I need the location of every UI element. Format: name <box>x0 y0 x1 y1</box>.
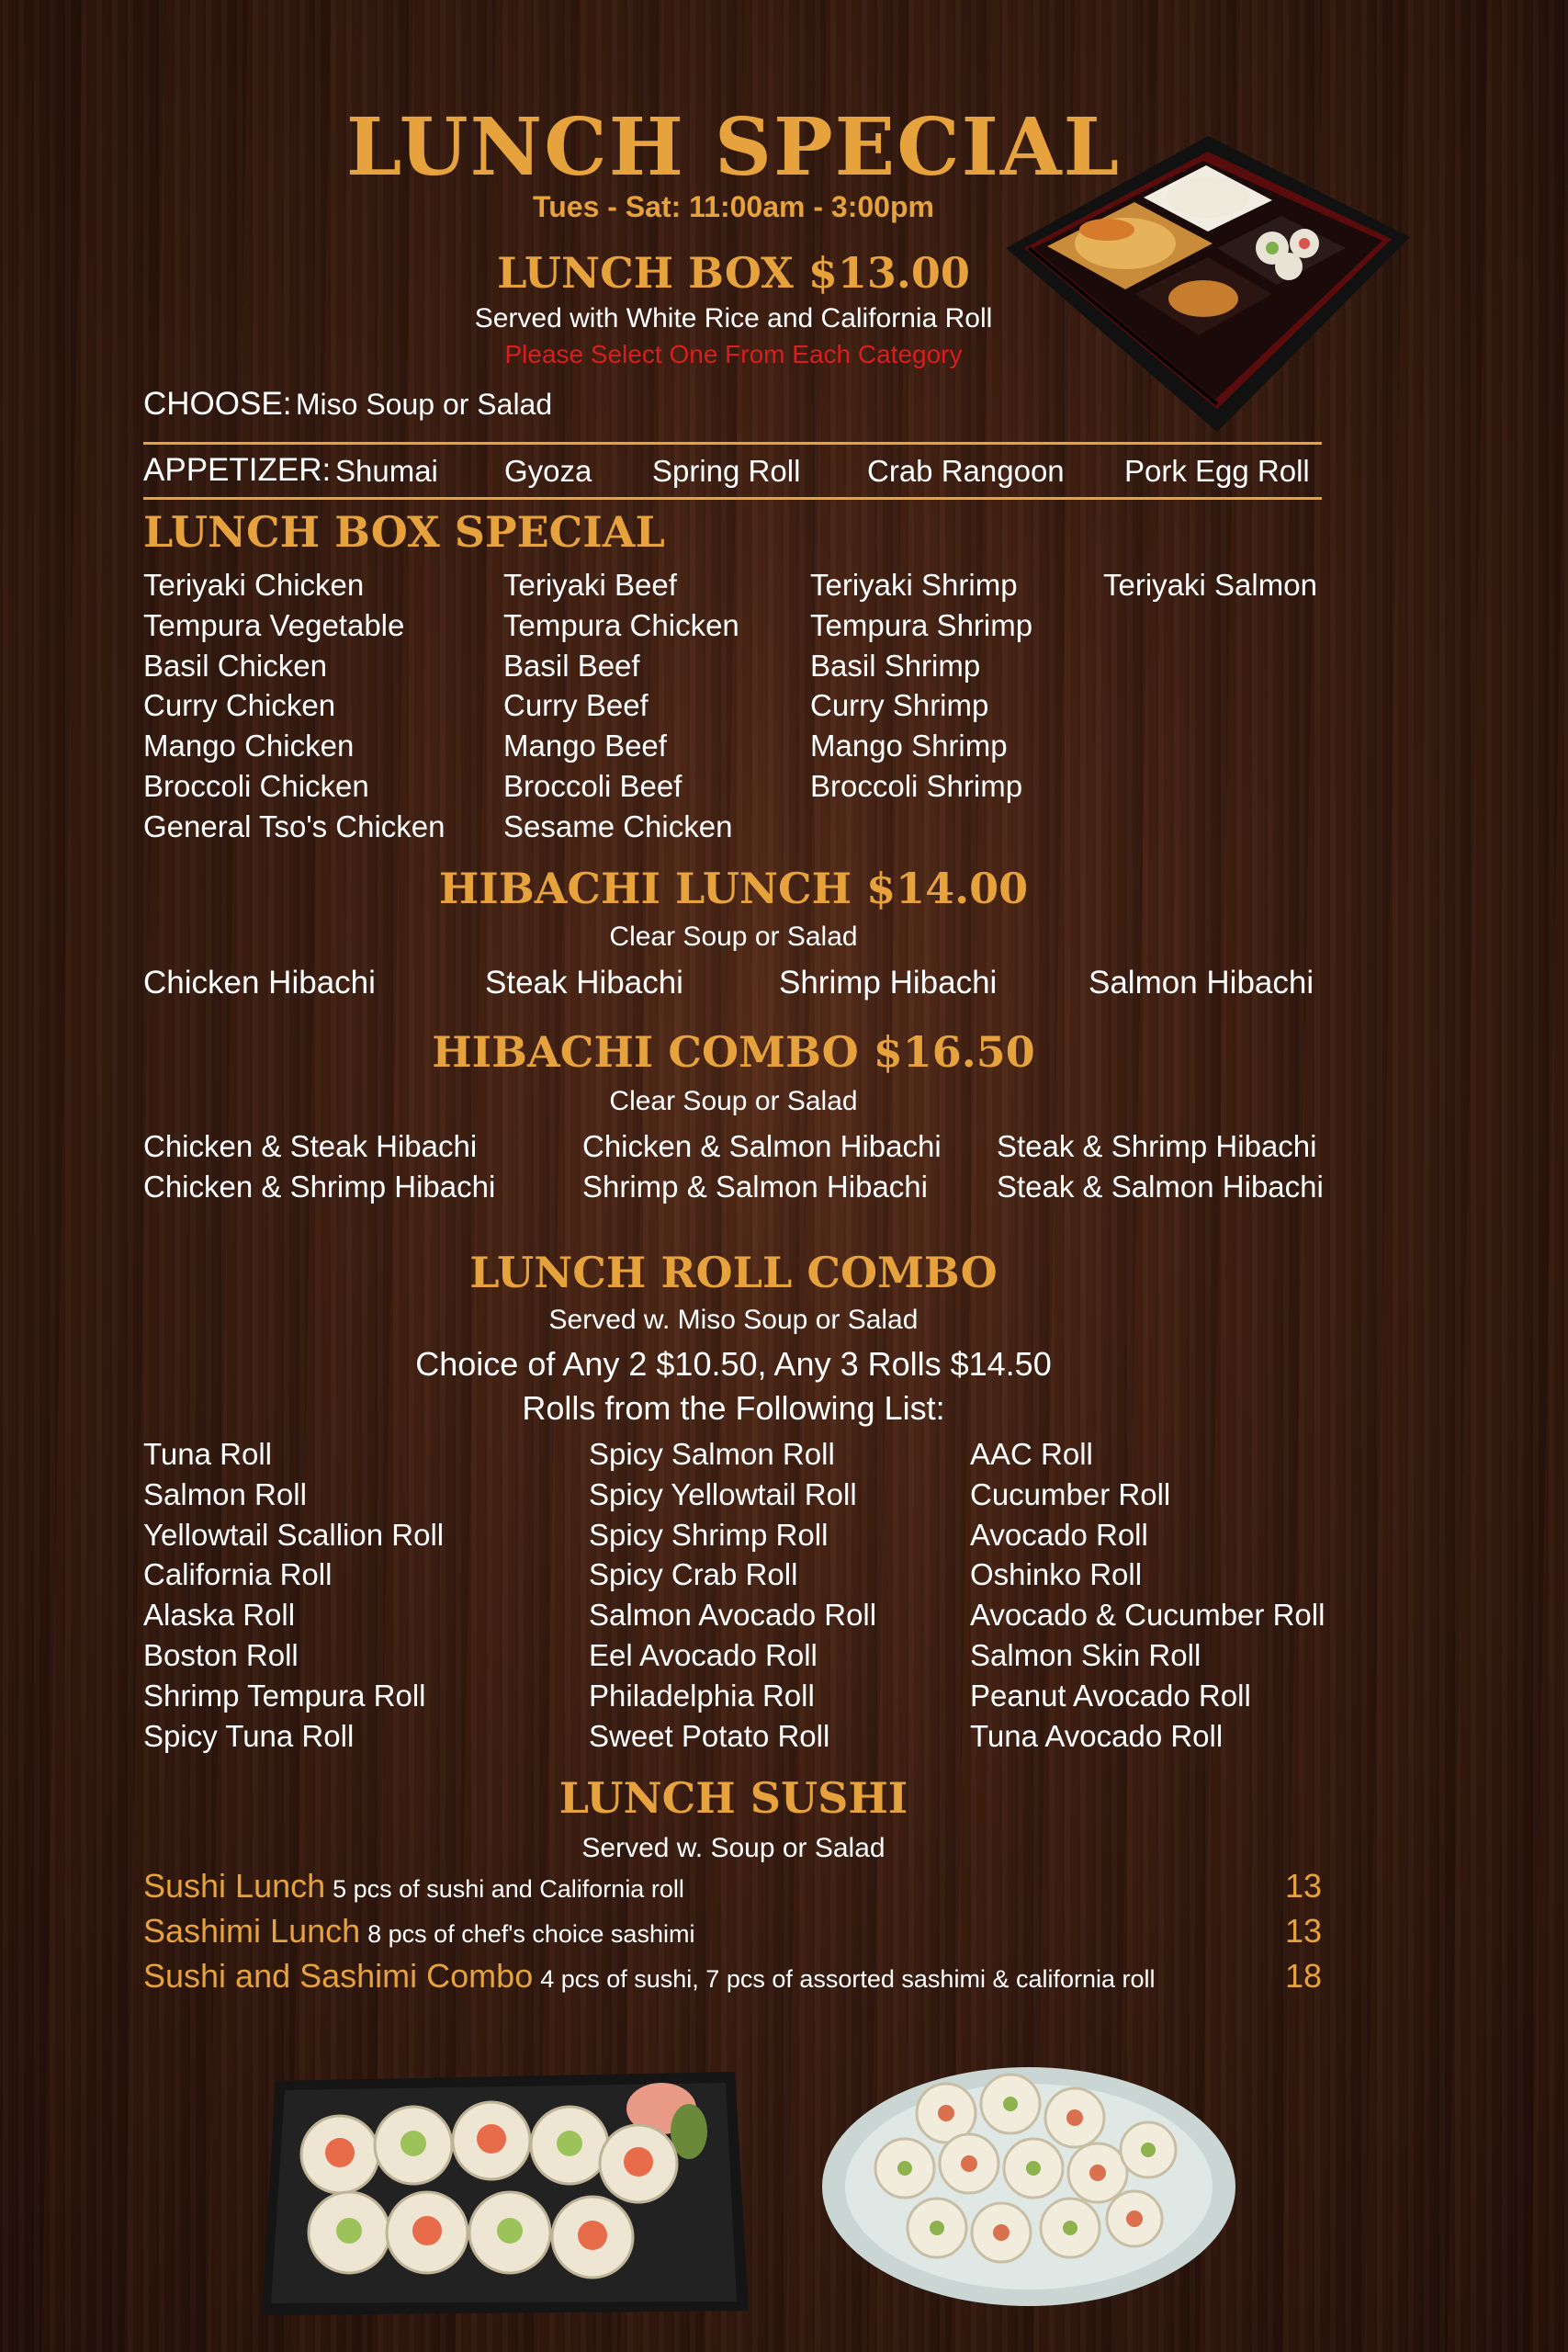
menu-item: Spicy Tuna Roll <box>143 1718 355 1753</box>
menu-item: Salmon Roll <box>143 1476 307 1511</box>
menu-item: Cucumber Roll <box>970 1476 1171 1511</box>
appetizer-line <box>143 452 1322 494</box>
menu-item: Peanut Avocado Roll <box>970 1678 1251 1713</box>
sushi-item <box>143 1912 1322 1951</box>
menu-item: Teriyaki Chicken <box>143 568 365 602</box>
menu-item: Spicy Salmon Roll <box>589 1437 835 1471</box>
menu-item: Shrimp Tempura Roll <box>143 1678 426 1713</box>
menu-item: Spicy Shrimp Roll <box>589 1517 829 1552</box>
menu-item: Salmon Avocado Roll <box>589 1598 877 1633</box>
choose-line <box>143 386 552 423</box>
menu-item: Tuna Avocado Roll <box>970 1718 1224 1753</box>
menu-item: Steak & Shrimp Hibachi <box>997 1129 1317 1163</box>
menu-item: Curry Beef <box>503 688 649 723</box>
menu-item: Teriyaki Beef <box>503 568 677 602</box>
lunch-roll-combo-title: LUNCH ROLL COMBO <box>469 1248 998 1297</box>
hibachi-lunch-item: Shrimp Hibachi <box>779 965 998 1001</box>
california-rolls-white-plate-photo <box>818 2049 1240 2324</box>
menu-item: Basil Chicken <box>143 648 327 683</box>
menu-item: Sesame Chicken <box>503 808 733 843</box>
menu-item: AAC Roll <box>970 1437 1093 1471</box>
menu-item: Steak & Salmon Hibachi <box>997 1169 1324 1204</box>
appetizer-item: Crab Rangoon <box>867 454 1065 488</box>
menu-item: Mango Chicken <box>143 729 355 763</box>
hours: Tues - Sat: 11:00am - 3:00pm <box>533 190 934 223</box>
lunch-sushi-served: Served w. Soup or Salad <box>581 1833 886 1863</box>
sushi-item-desc: 8 pcs of chef's choice sashimi <box>367 1920 695 1948</box>
choose-value: Miso Soup or Salad <box>295 388 553 421</box>
hibachi-lunch-item: Chicken Hibachi <box>143 965 376 1001</box>
sushi-item-name: Sushi Lunch <box>143 1867 326 1905</box>
lunch-box-special-title: LUNCH BOX SPECIAL <box>143 507 665 557</box>
menu-item: Tempura Chicken <box>503 607 739 642</box>
menu-item: Mango Shrimp <box>810 729 1008 763</box>
menu-item: Sweet Potato Roll <box>589 1718 830 1753</box>
menu-item: Broccoli Chicken <box>143 769 369 803</box>
menu-item: Mango Beef <box>503 729 667 763</box>
sushi-rolls-black-plate-photo <box>257 2053 758 2329</box>
menu-item: Oshinko Roll <box>970 1557 1143 1592</box>
sushi-item-price: 13 <box>1284 1912 1322 1950</box>
menu-item: Avocado Roll <box>970 1517 1148 1552</box>
menu-item: Avocado & Cucumber Roll <box>970 1598 1325 1633</box>
sushi-item-desc: 4 pcs of sushi, 7 pcs of assorted sashimi & california roll <box>540 1965 1156 1993</box>
choose-label: CHOOSE: <box>143 386 292 422</box>
lunch-roll-combo-served: Served w. Miso Soup or Salad <box>548 1305 919 1335</box>
lunch-roll-combo-choice: Choice of Any 2 $10.50, Any 3 Rolls $14.50 <box>415 1345 1052 1383</box>
lunch-box-served: Served with White Rice and California Roll <box>474 303 993 334</box>
hibachi-combo-sub: Clear Soup or Salad <box>609 1086 858 1116</box>
menu-item: Shrimp & Salmon Hibachi <box>582 1169 928 1204</box>
sushi-item <box>143 1957 1322 1996</box>
sushi-item <box>143 1867 1322 1905</box>
sushi-item-desc: 5 pcs of sushi and California roll <box>333 1875 684 1903</box>
sushi-item-name: Sushi and Sashimi Combo <box>143 1957 534 1995</box>
menu-item: Spicy Crab Roll <box>589 1557 798 1592</box>
sushi-item-price: 18 <box>1284 1957 1322 1995</box>
divider-top <box>143 442 1322 445</box>
hibachi-combo-title: HIBACHI COMBO $16.50 <box>432 1027 1035 1077</box>
appetizer-item: Spring Roll <box>652 454 801 488</box>
menu-item: Curry Chicken <box>143 688 336 723</box>
hibachi-lunch-title: HIBACHI LUNCH $14.00 <box>438 864 1029 913</box>
menu-item: Teriyaki Shrimp <box>810 568 1018 602</box>
appetizer-item: Gyoza <box>504 454 592 488</box>
menu-item: Chicken & Salmon Hibachi <box>582 1129 942 1163</box>
appetizer-label: APPETIZER: <box>143 452 332 488</box>
menu-item: Chicken & Shrimp Hibachi <box>143 1169 496 1204</box>
sushi-item-name: Sashimi Lunch <box>143 1912 361 1950</box>
menu-item: Yellowtail Scallion Roll <box>143 1517 445 1552</box>
menu-item: Tempura Vegetable <box>143 607 405 642</box>
menu-item: Tuna Roll <box>143 1437 273 1471</box>
hibachi-lunch-item: Steak Hibachi <box>485 965 683 1001</box>
menu-item: Basil Beef <box>503 648 640 683</box>
menu-item: Alaska Roll <box>143 1598 296 1633</box>
menu-item: Tempura Shrimp <box>810 607 1033 642</box>
menu-item: Broccoli Shrimp <box>810 769 1023 803</box>
menu-item: California Roll <box>143 1557 333 1592</box>
menu-item: Basil Shrimp <box>810 648 981 683</box>
menu-item: Salmon Skin Roll <box>970 1638 1201 1672</box>
menu-item: Boston Roll <box>143 1638 299 1672</box>
appetizer-item: Shumai <box>335 454 438 488</box>
lunch-roll-combo-list-label: Rolls from the Following List: <box>522 1389 945 1427</box>
page-title: LUNCH SPECIAL <box>345 101 1122 194</box>
menu-item: Curry Shrimp <box>810 688 989 723</box>
menu-item: Teriyaki Salmon <box>1103 568 1317 602</box>
menu-item: Broccoli Beef <box>503 769 682 803</box>
appetizer-item: Pork Egg Roll <box>1124 454 1310 488</box>
menu-item: Eel Avocado Roll <box>589 1638 818 1672</box>
menu-item: General Tso's Chicken <box>143 808 446 843</box>
divider-bottom <box>143 497 1322 500</box>
sushi-item-price: 13 <box>1284 1867 1322 1905</box>
menu-item: Spicy Yellowtail Roll <box>589 1476 857 1511</box>
menu-item: Chicken & Steak Hibachi <box>143 1129 478 1163</box>
hibachi-lunch-item: Salmon Hibachi <box>1089 965 1314 1001</box>
lunch-sushi-title: LUNCH SUSHI <box>558 1773 908 1823</box>
menu-item: Philadelphia Roll <box>589 1678 815 1713</box>
lunch-box-note: Please Select One From Each Category <box>504 340 963 368</box>
hibachi-lunch-sub: Clear Soup or Salad <box>609 922 858 952</box>
lunch-box-title: LUNCH BOX $13.00 <box>497 248 970 298</box>
